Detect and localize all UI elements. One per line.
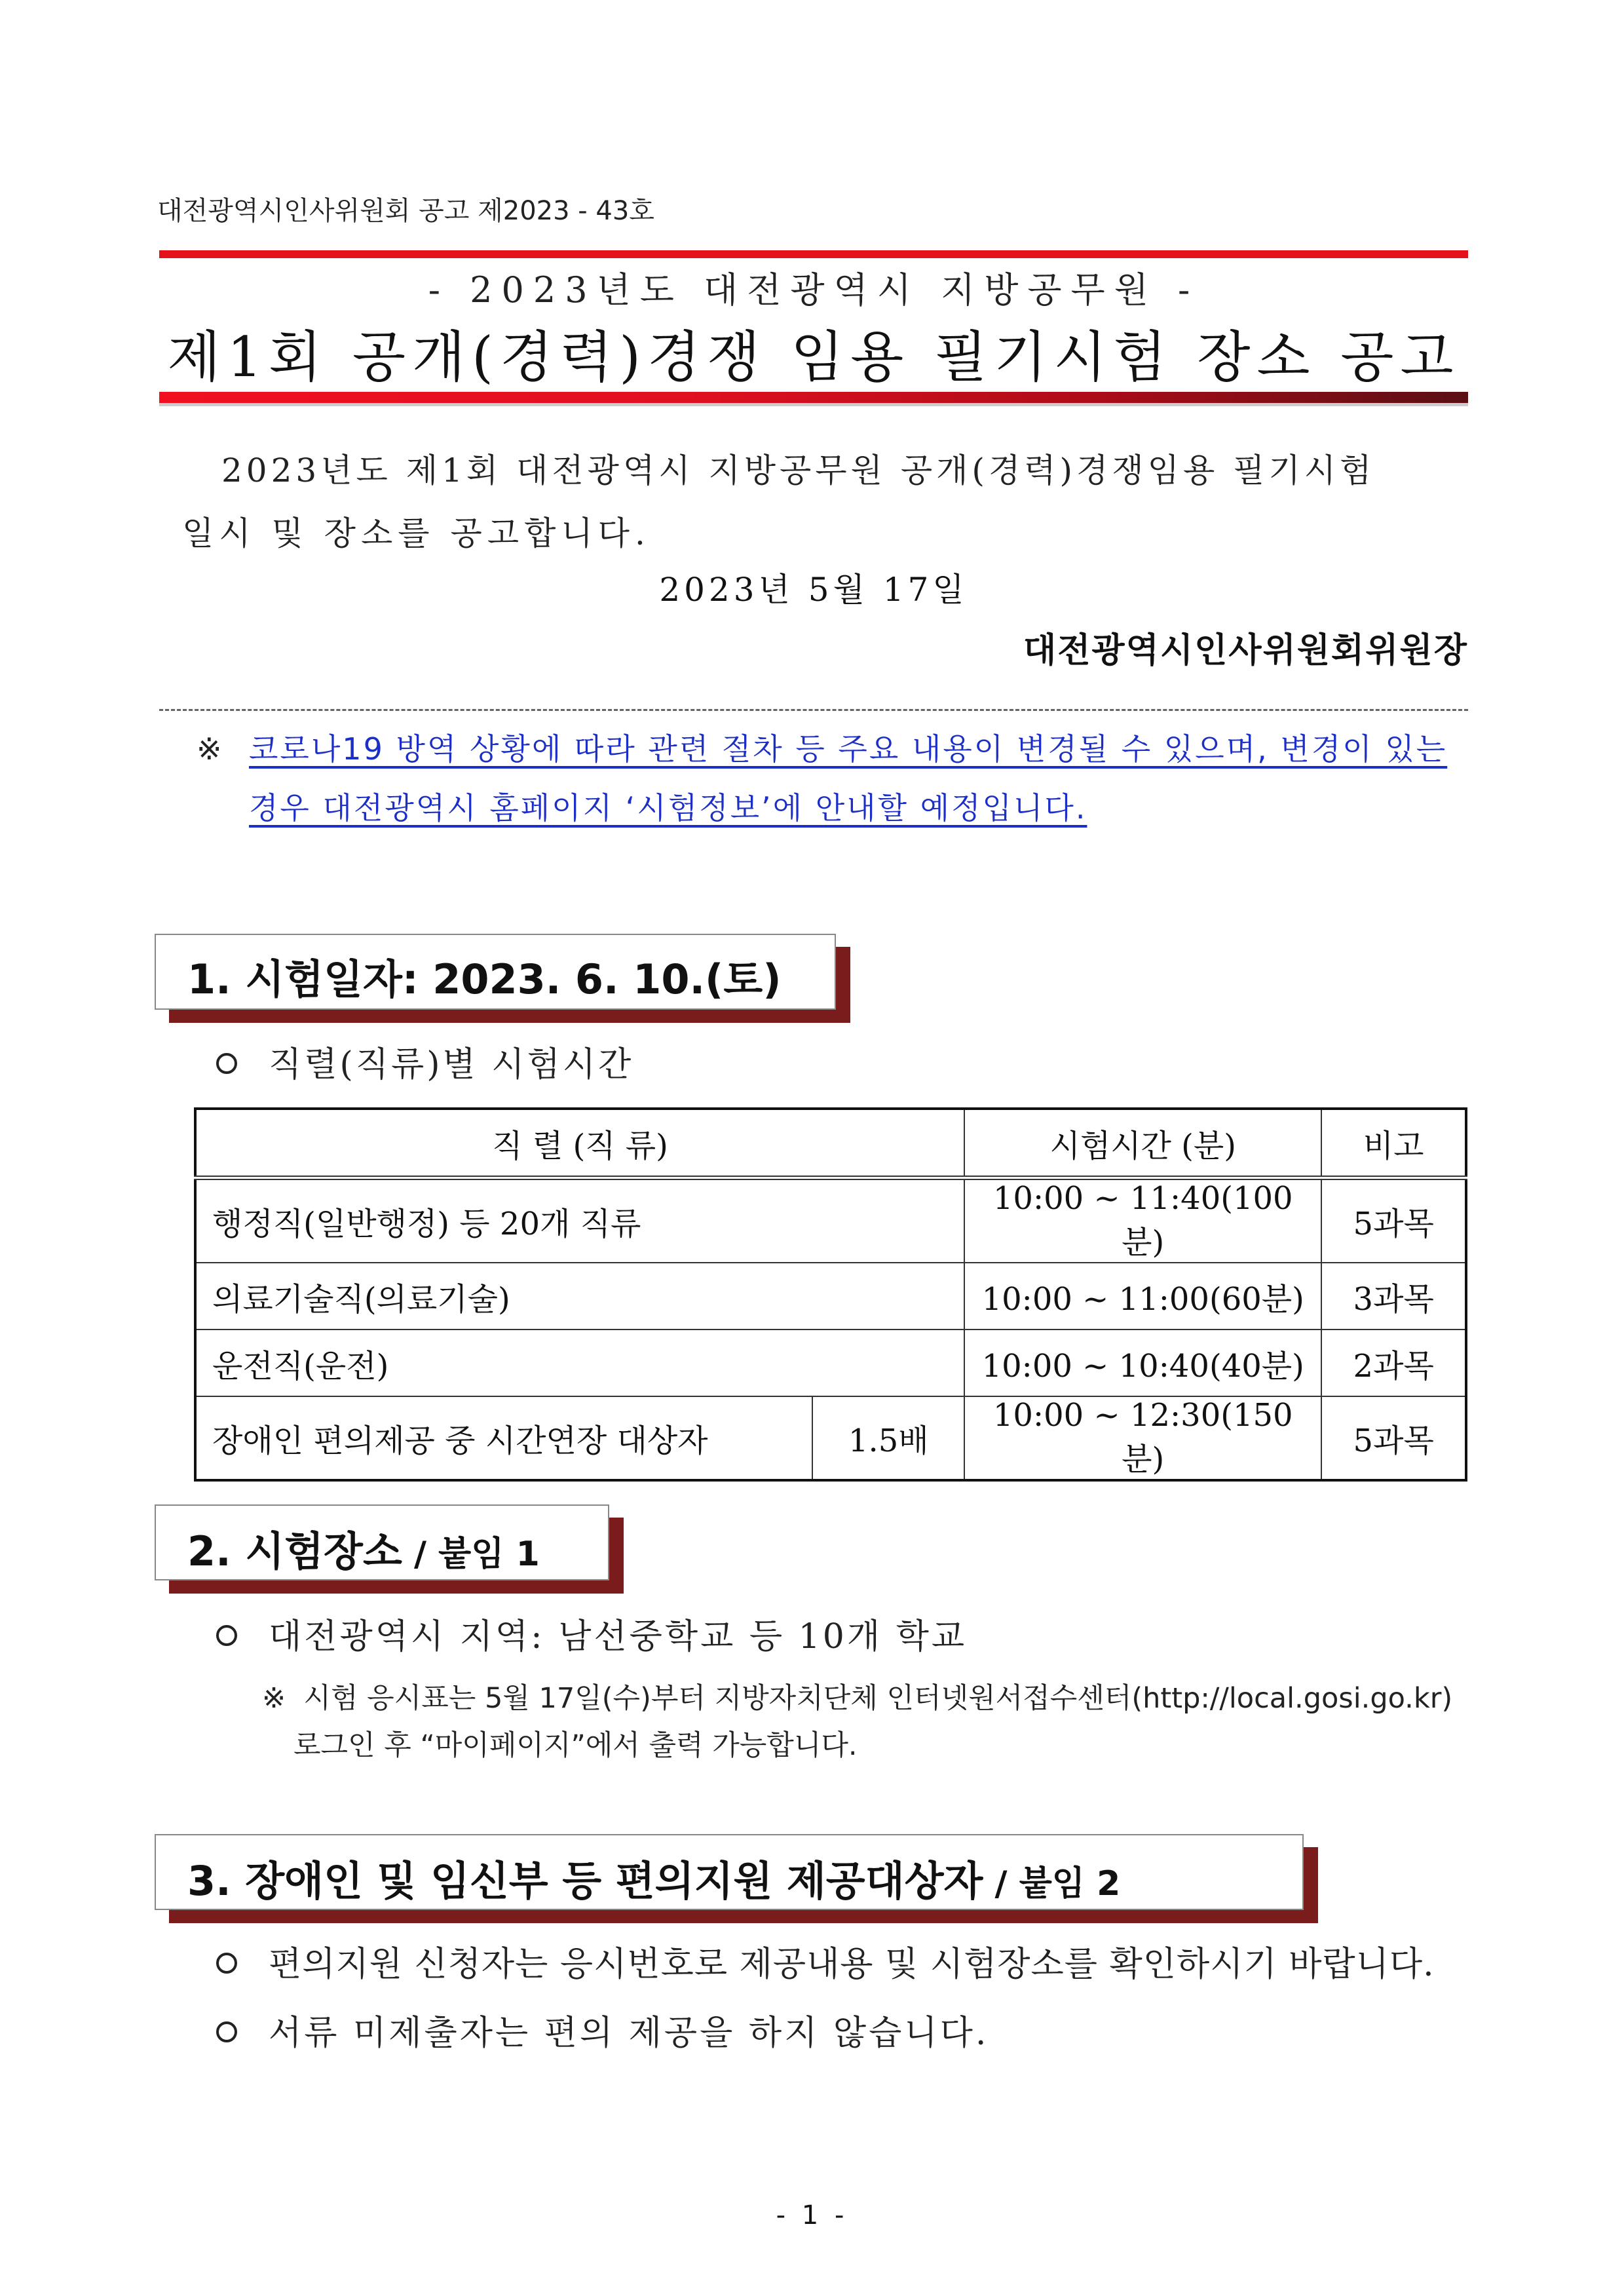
document-title: 제1회 공개(경력)경쟁 임용 필기시험 장소 공고 [167, 325, 1460, 389]
section-3-bullet-2 [216, 2005, 989, 2054]
exam-schedule-table [194, 1107, 1467, 1482]
table-row [195, 1178, 1466, 1263]
row-note: 5과목 [1321, 1396, 1466, 1480]
row-time: 10:00 ~ 12:30(150분) [964, 1396, 1321, 1480]
section-1-bullet [216, 1037, 633, 1086]
row-time: 10:00 ~ 11:40(100분) [964, 1178, 1321, 1263]
note-line-2: 로그인 후 “마이페이지”에서 출력 가능합니다. [293, 1729, 858, 1762]
title-rule-shadow [159, 403, 1468, 406]
bullet-text: 직렬(직류)별 시험시간 [269, 1045, 634, 1084]
row-time: 10:00 ~ 10:40(40분) [964, 1330, 1321, 1396]
row-category: 운전직(운전) [195, 1330, 964, 1396]
row-category: 장애인 편의제공 중 시간연장 대상자 [195, 1396, 812, 1480]
section-3-title: 3. 장애인 및 임신부 등 편의지원 제공대상자 [187, 1857, 983, 1905]
header-red-rule [159, 250, 1468, 258]
section-3-attachment: / 붙임 2 [983, 1864, 1121, 1904]
header-remarks: 비고 [1321, 1109, 1466, 1178]
table-row [195, 1263, 1466, 1330]
notice-number: 대전광역시인사위원회 공고 제2023 - 43호 [157, 196, 654, 226]
table-header-row [195, 1109, 1466, 1178]
covid-notice [197, 719, 1454, 837]
row-category: 행정직(일반행정) 등 20개 직류 [195, 1178, 964, 1263]
covid-notice-text: 코로나19 방역 상황에 따라 관련 절차 등 주요 내용이 변경될 수 있으며, 변경이 있는 경우 대전광역시 홈페이지 ‘시험정보’에 안내할 예정입니다. [249, 731, 1448, 826]
section-2-heading [187, 1519, 540, 1577]
section-3-heading [187, 1848, 1120, 1907]
row-note: 3과목 [1321, 1263, 1466, 1330]
page-number: - 1 - [776, 2200, 848, 2230]
admission-ticket-note [262, 1675, 1474, 1769]
row-category: 의료기술직(의료기술) [195, 1263, 964, 1330]
intro-paragraph [182, 439, 1466, 565]
row-note: 2과목 [1321, 1330, 1466, 1396]
row-time: 10:00 ~ 11:00(60분) [964, 1263, 1321, 1330]
table-row [195, 1396, 1466, 1480]
section-2-attachment: / 붙임 1 [402, 1535, 540, 1574]
document-subtitle: - 2023년도 대전광역시 지방공무원 - [428, 269, 1199, 311]
section-1-heading: 1. 시험일자: 2023. 6. 10.(토) [187, 955, 782, 1003]
section-2-title: 2. 시험장소 [187, 1527, 402, 1575]
issuing-authority: 대전광역시인사위원회위원장 [1023, 631, 1468, 670]
circle-bullet-icon [216, 1953, 237, 1974]
section-3-heading-box [155, 1834, 1304, 1910]
header-category: 직 렬 (직 류) [195, 1109, 964, 1178]
circle-bullet-icon [216, 1053, 237, 1074]
section-2-heading-box [155, 1504, 609, 1580]
title-gradient-rule [159, 392, 1468, 403]
intro-line-2: 일시 및 장소를 공고합니다. [182, 514, 651, 552]
row-note: 5과목 [1321, 1178, 1466, 1263]
header-exam-time: 시험시간 (분) [964, 1109, 1321, 1178]
dashed-divider [159, 709, 1468, 711]
intro-line-1: 2023년도 제1회 대전광역시 지방공무원 공개(경력)경쟁임용 필기시험 [221, 451, 1376, 489]
bullet-text: 서류 미제출자는 편의 제공을 하지 않습니다. [269, 2014, 989, 2053]
reference-mark: ※ [197, 731, 224, 767]
section-3-bullet-1 [216, 1936, 1435, 1985]
circle-bullet-icon [216, 1625, 237, 1646]
row-extra: 1.5배 [812, 1396, 964, 1480]
notice-date: 2023년 5월 17일 [659, 571, 968, 609]
reference-mark: ※ [262, 1682, 286, 1715]
bullet-text: 편의지원 신청자는 응시번호로 제공내용 및 시험장소를 확인하시기 바랍니다. [269, 1945, 1435, 1984]
bullet-text: 대전광역시 지역: 남선중학교 등 10개 학교 [269, 1617, 968, 1656]
note-line-1: 시험 응시표는 5월 17일(수)부터 지방자치단체 인터넷원서접수센터(http://local.gosi.go.kr) [303, 1682, 1453, 1715]
section-2-bullet [216, 1609, 967, 1658]
circle-bullet-icon [216, 2021, 237, 2042]
section-1-heading-box [155, 934, 836, 1010]
table-row [195, 1330, 1466, 1396]
